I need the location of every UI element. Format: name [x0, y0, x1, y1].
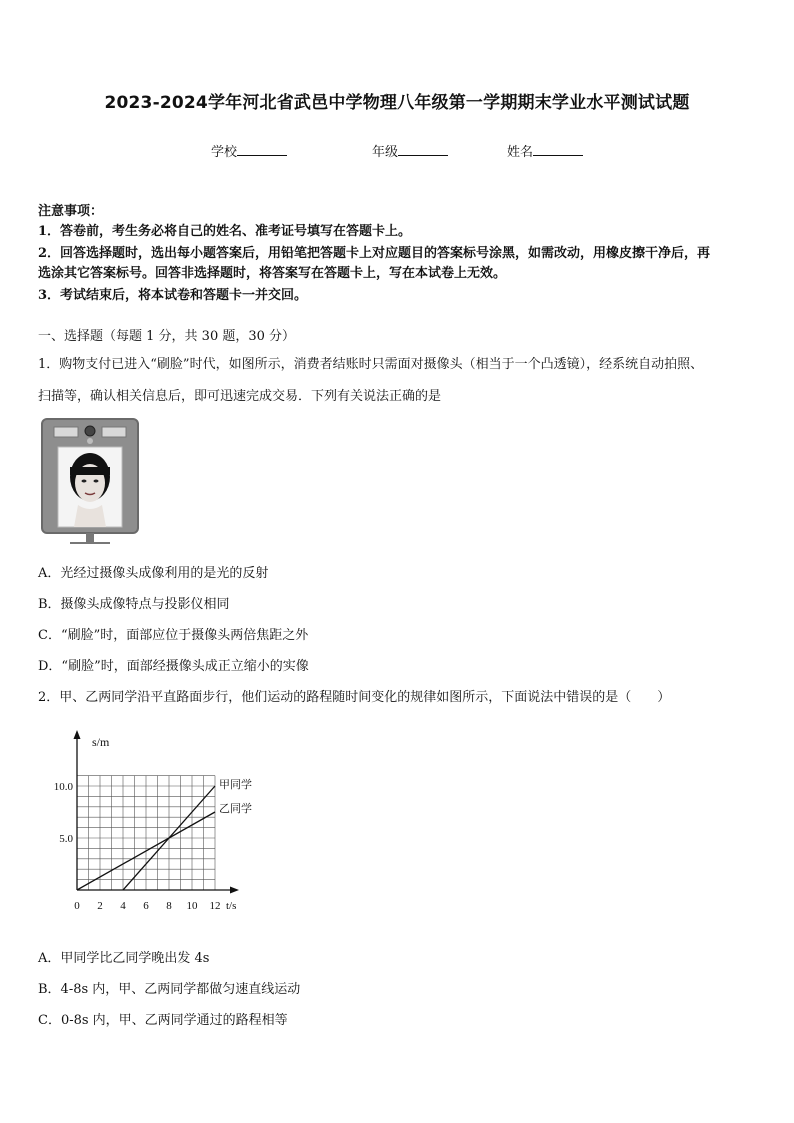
y-axis-label: s/m	[92, 735, 110, 749]
q2-option-a[interactable]: A．甲同学比乙同学晚出发 4s	[38, 951, 210, 966]
grade-label: 年级	[372, 145, 399, 160]
x-tick-label: 4	[120, 900, 126, 912]
page-title: 2023-2024学年河北省武邑中学物理八年级第一学期期末学业水平测试试题	[104, 93, 690, 113]
series-label-1: 甲同学	[219, 779, 252, 791]
face-scanner-image	[40, 417, 140, 544]
q2-stem: 2．甲、乙两同学沿平直路面步行，他们运动的路程随时间变化的规律如图所示，下面说法中错误的是（ ）	[38, 690, 671, 705]
q2-option-b[interactable]: B．4-8s 内，甲、乙两同学都做匀速直线运动	[38, 982, 301, 997]
school-field	[211, 141, 287, 160]
section-title: 一、选择题（每题 1 分，共 30 题，30 分）	[38, 329, 296, 344]
y-axis-arrow	[74, 730, 81, 739]
x-tick-label: 6	[143, 900, 149, 912]
name-field	[507, 141, 583, 160]
q1-option-a[interactable]: A．光经过摄像头成像利用的是光的反射	[38, 566, 269, 581]
notice-heading: 注意事项：	[38, 204, 104, 219]
notice-item-2: 2．回答选择题时，选出每小题答案后，用铅笔把答题卡上对应题目的答案标号涂黑，如需改动，用橡皮擦干净后，再	[38, 246, 711, 261]
q2-option-c[interactable]: C．0-8s 内，甲、乙两同学通过的路程相等	[38, 1013, 288, 1028]
grade-field	[372, 141, 448, 160]
q1-stem-line1: 1．购物支付已进入“刷脸”时代，如图所示，消费者结账时只需面对摄像头（相当于一个凸透镜），经系统自动拍照、	[38, 357, 704, 372]
school-label: 学校	[211, 145, 238, 160]
x-axis-label: t/s	[226, 900, 237, 912]
x-tick-label: 12	[209, 900, 221, 912]
q1-option-d[interactable]: D．“刷脸”时，面部经摄像头成正立缩小的实像	[38, 659, 309, 674]
grade-blank[interactable]	[398, 144, 448, 156]
notice-item-3: 3．考试结束后，将本试卷和答题卡一并交回。	[38, 288, 308, 303]
x-axis-arrow	[230, 887, 239, 894]
notice-item-1: 1．答卷前，考生务必将自己的姓名、准考证号填写在答题卡上。	[38, 224, 412, 239]
distance-time-chart	[40, 728, 270, 918]
notice-item-2-cont: 选涂其它答案标号。回答非选择题时，将答案写在答题卡上，写在本试卷上无效。	[38, 266, 507, 281]
x-tick-label: 2	[97, 900, 103, 912]
name-label: 姓名	[507, 145, 534, 160]
x-tick-label: 10	[186, 900, 198, 912]
y-tick-label: 5.0	[59, 833, 73, 845]
q1-stem-line2: 扫描等，确认相关信息后，即可迅速完成交易．下列有关说法正确的是	[38, 389, 442, 404]
y-tick-label: 10.0	[53, 781, 73, 793]
series-label-2: 乙同学	[219, 803, 252, 815]
q1-option-b[interactable]: B．摄像头成像特点与投影仪相同	[38, 597, 230, 612]
school-blank[interactable]	[237, 144, 287, 156]
x-tick-label: 8	[166, 900, 172, 912]
x-tick-label: 0	[74, 900, 80, 912]
q1-option-c[interactable]: C．“刷脸”时，面部应位于摄像头两倍焦距之外	[38, 628, 309, 643]
name-blank[interactable]	[533, 144, 583, 156]
chart-grid	[77, 776, 215, 890]
